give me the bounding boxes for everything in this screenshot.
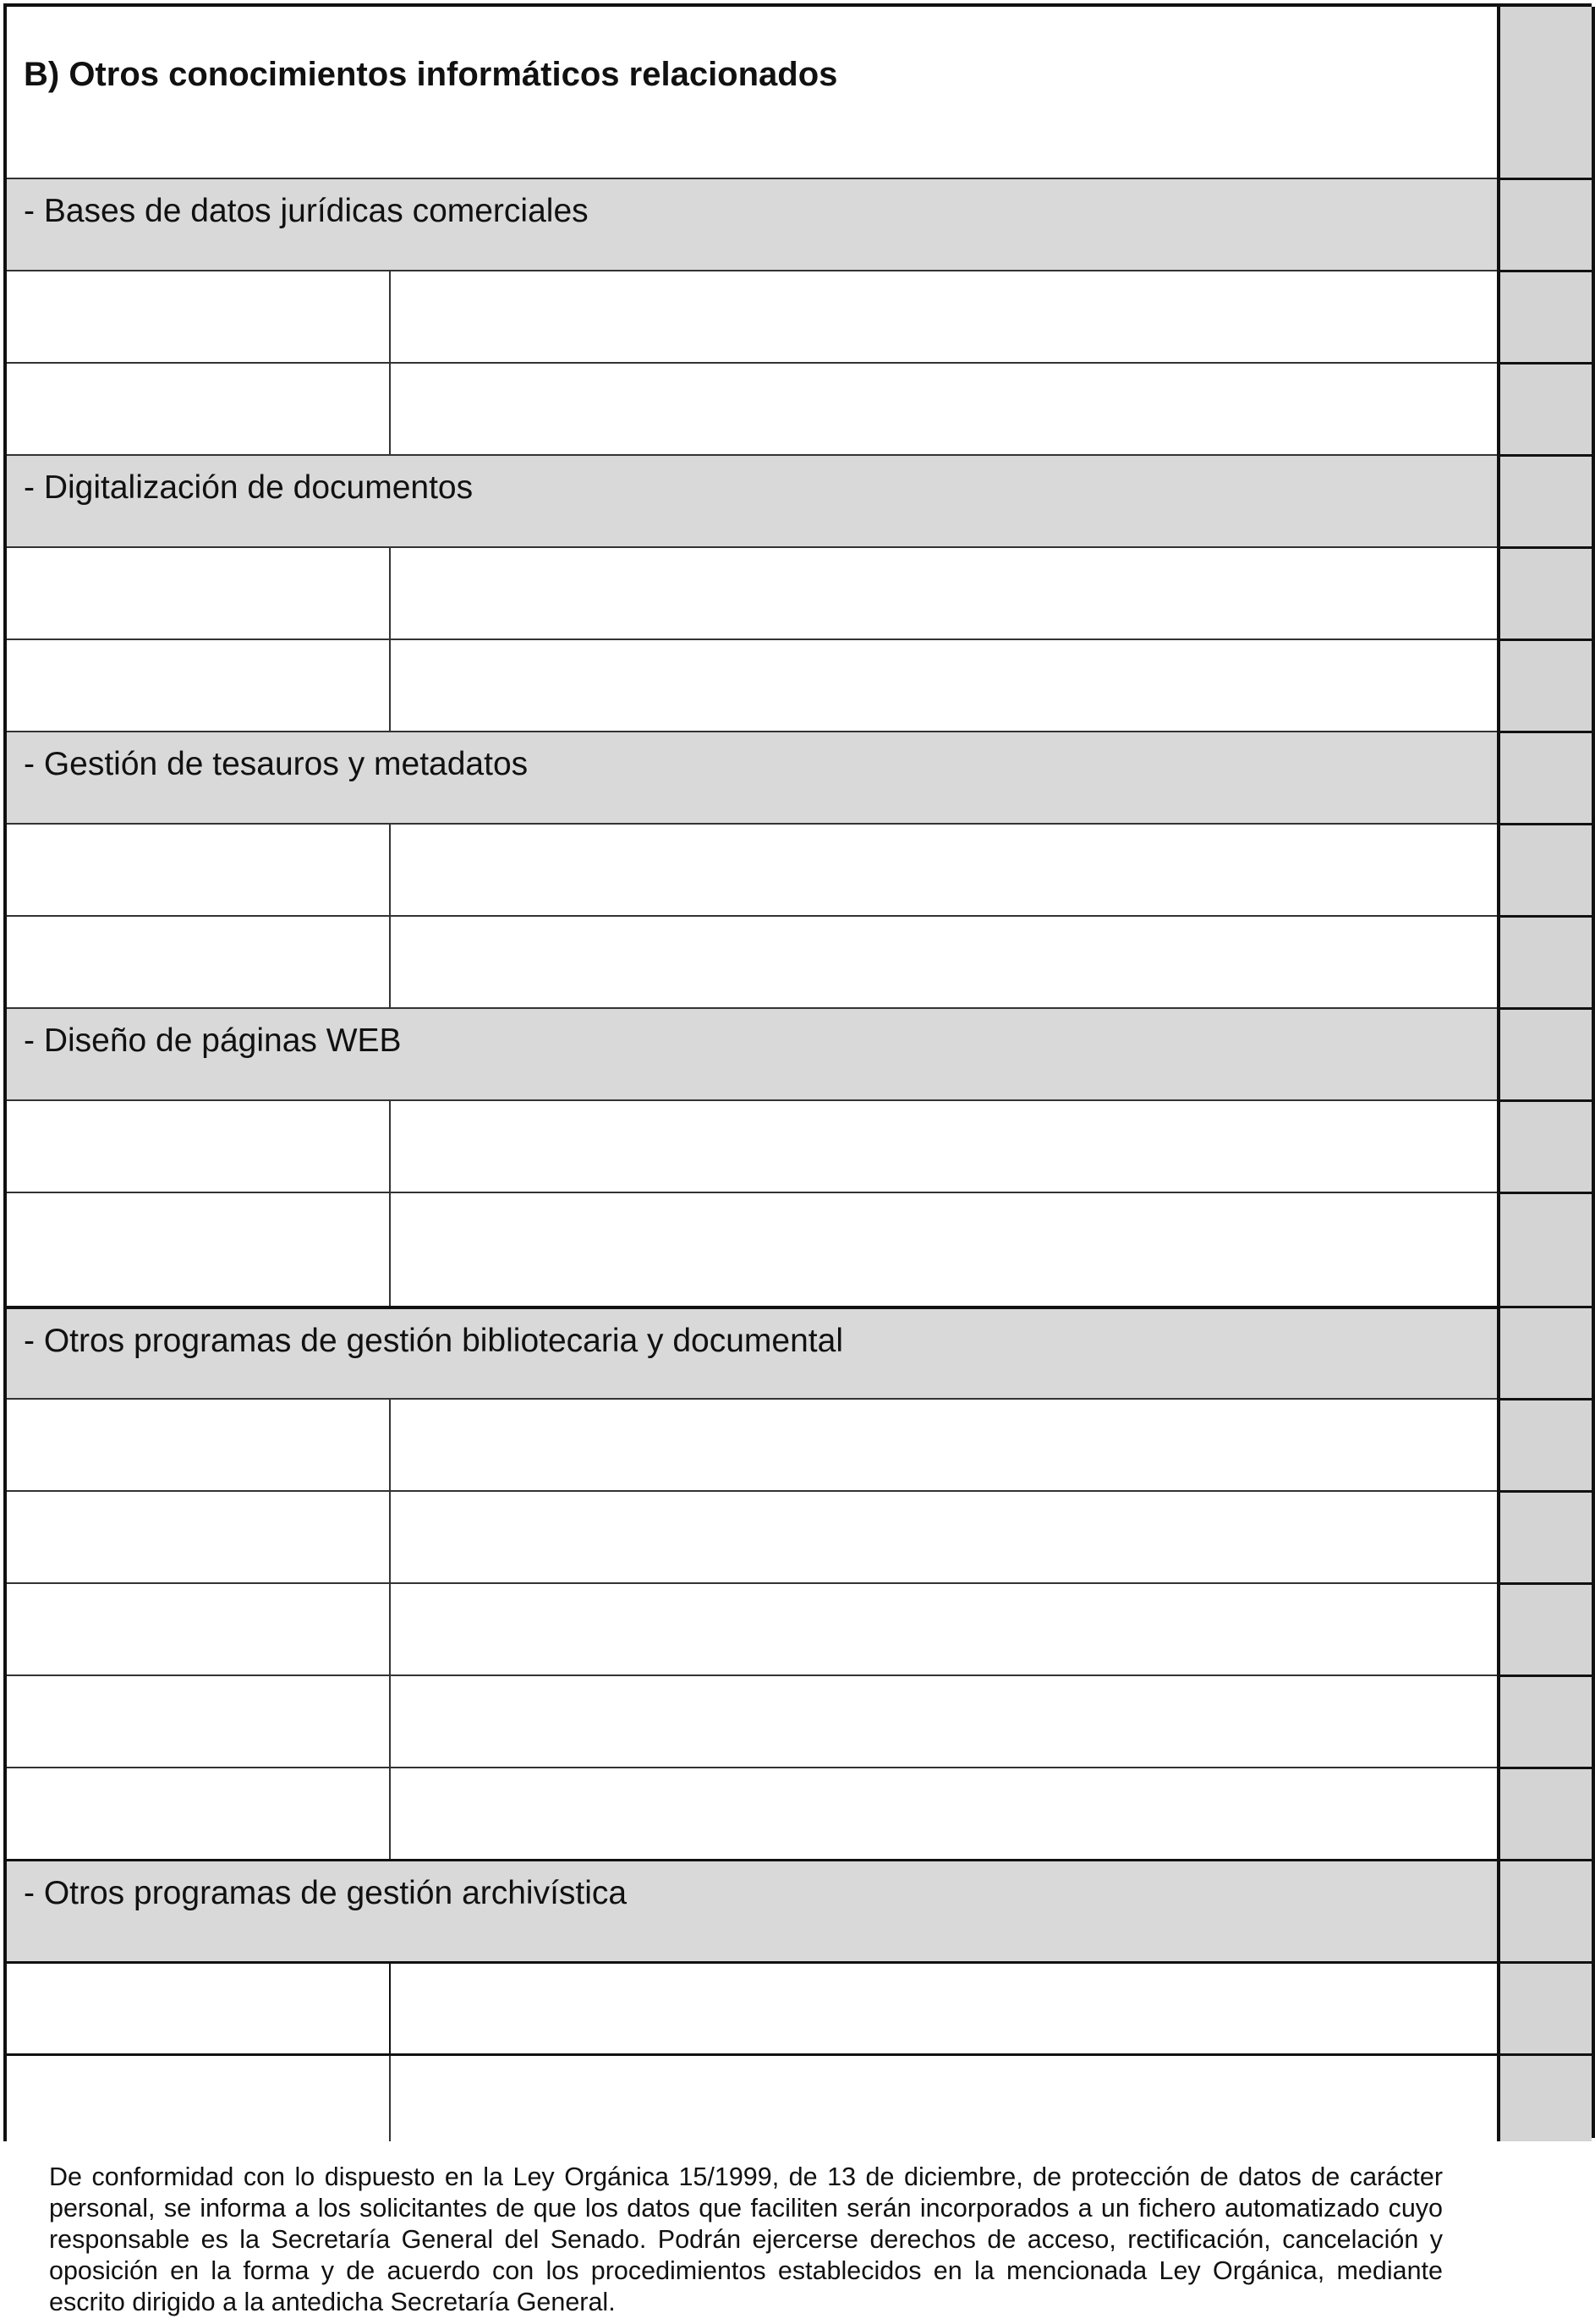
score-cell[interactable] bbox=[1500, 915, 1592, 1007]
score-cell[interactable] bbox=[1500, 1859, 1592, 1961]
data-protection-notice: De conformidad con lo dispuesto en la Ley Orgánica 15/1999, de 13 de diciembre, de protección de datos de carácter personal, se informa a los solicitantes de que los datos que faciliten serán incorporados a un fichero automatizado cuyo responsable es la Secretaría General del Senado. Podrán ejercerse derechos de acceso, rectificación, cancelación y oposición en la forma y de acuerdo con los procedimientos establecidos en la mencionada Ley Orgánica, mediante escrito dirigido a la antedicha Secretaría General. bbox=[49, 2162, 1443, 2316]
entry-row bbox=[7, 270, 1497, 362]
entry-name-field[interactable] bbox=[7, 917, 391, 1007]
entry-detail-field[interactable] bbox=[391, 271, 1497, 362]
entry-name-field[interactable] bbox=[7, 1676, 391, 1767]
category-row-bases-datos bbox=[7, 178, 1497, 270]
category-label: - Diseño de páginas WEB bbox=[24, 1022, 402, 1059]
entry-name-field[interactable] bbox=[7, 1101, 391, 1192]
score-cell[interactable] bbox=[1500, 2053, 1592, 2141]
category-label: - Digitalización de documentos bbox=[24, 469, 474, 506]
score-cell[interactable] bbox=[1500, 1099, 1592, 1192]
section-title: B) Otros conocimientos informáticos relacionados bbox=[24, 56, 838, 93]
score-cell[interactable] bbox=[1500, 1961, 1592, 2053]
entry-detail-field[interactable] bbox=[391, 1964, 1497, 2053]
score-cell[interactable] bbox=[1500, 546, 1592, 639]
entry-row bbox=[7, 915, 1497, 1007]
score-cell[interactable] bbox=[1500, 362, 1592, 454]
entry-name-field[interactable] bbox=[7, 825, 391, 915]
score-cell[interactable] bbox=[1500, 1582, 1592, 1674]
entry-row bbox=[7, 1099, 1497, 1192]
entry-detail-field[interactable] bbox=[391, 1492, 1497, 1582]
knowledge-form-table bbox=[3, 3, 1592, 2141]
entry-detail-field[interactable] bbox=[391, 917, 1497, 1007]
entry-name-field[interactable] bbox=[7, 1964, 392, 2053]
entry-detail-field[interactable] bbox=[391, 1768, 1497, 1859]
score-cell[interactable] bbox=[1500, 1674, 1592, 1767]
category-label: - Otros programas de gestión bibliotecaria y documental bbox=[24, 1323, 843, 1359]
entry-detail-field[interactable] bbox=[391, 548, 1497, 639]
section-title-row bbox=[7, 7, 1497, 178]
score-cell[interactable] bbox=[1500, 1192, 1592, 1306]
entry-detail-field[interactable] bbox=[391, 1584, 1497, 1674]
entry-row bbox=[7, 823, 1497, 915]
entry-detail-field[interactable] bbox=[391, 1400, 1497, 1490]
category-row-bibliotecaria bbox=[7, 1306, 1497, 1398]
entry-detail-field[interactable] bbox=[391, 2056, 1497, 2141]
score-cell[interactable] bbox=[1500, 1007, 1592, 1099]
score-cell[interactable] bbox=[1500, 731, 1592, 823]
entry-name-field[interactable] bbox=[7, 548, 391, 639]
entry-name-field[interactable] bbox=[7, 271, 391, 362]
entry-detail-field[interactable] bbox=[391, 364, 1497, 454]
score-cell[interactable] bbox=[1500, 823, 1592, 915]
entry-row bbox=[7, 1582, 1497, 1674]
entry-row bbox=[7, 1490, 1497, 1582]
score-cell[interactable] bbox=[1500, 1398, 1592, 1490]
entry-row bbox=[7, 2053, 1497, 2141]
entry-detail-field[interactable] bbox=[391, 640, 1497, 731]
entry-name-field[interactable] bbox=[7, 1492, 391, 1582]
entry-detail-field[interactable] bbox=[391, 1676, 1497, 1767]
entry-row bbox=[7, 1398, 1497, 1490]
category-label: - Bases de datos jurídicas comerciales bbox=[24, 193, 589, 229]
score-cell[interactable] bbox=[1500, 178, 1592, 270]
entry-detail-field[interactable] bbox=[391, 1193, 1497, 1306]
entry-name-field[interactable] bbox=[7, 1400, 391, 1490]
entry-row bbox=[7, 1192, 1497, 1306]
score-cell[interactable] bbox=[1500, 270, 1592, 362]
entry-name-field[interactable] bbox=[7, 1193, 391, 1306]
entry-row bbox=[7, 1961, 1497, 2053]
score-column bbox=[1497, 7, 1595, 2138]
category-label: - Otros programas de gestión archivística bbox=[24, 1875, 628, 1911]
entry-row bbox=[7, 546, 1497, 639]
category-row-diseno-web bbox=[7, 1007, 1497, 1099]
entry-name-field[interactable] bbox=[7, 1584, 391, 1674]
category-row-digitalizacion bbox=[7, 454, 1497, 546]
entry-detail-field[interactable] bbox=[391, 1101, 1497, 1192]
entry-row bbox=[7, 1674, 1497, 1767]
category-row-tesauros bbox=[7, 731, 1497, 823]
entry-name-field[interactable] bbox=[7, 2056, 391, 2141]
entry-row bbox=[7, 362, 1497, 454]
entry-row bbox=[7, 639, 1497, 731]
category-row-archivistica bbox=[7, 1859, 1497, 1961]
entry-name-field[interactable] bbox=[7, 1768, 391, 1859]
entry-detail-field[interactable] bbox=[391, 825, 1497, 915]
score-cell[interactable] bbox=[1500, 1490, 1592, 1582]
score-cell[interactable] bbox=[1500, 7, 1592, 178]
score-cell[interactable] bbox=[1500, 1306, 1592, 1398]
score-cell[interactable] bbox=[1500, 454, 1592, 546]
entry-name-field[interactable] bbox=[7, 640, 391, 731]
score-cell[interactable] bbox=[1500, 1767, 1592, 1859]
entry-name-field[interactable] bbox=[7, 364, 391, 454]
category-label: - Gestión de tesauros y metadatos bbox=[24, 746, 529, 782]
score-cell[interactable] bbox=[1500, 639, 1592, 731]
entry-row bbox=[7, 1767, 1497, 1859]
